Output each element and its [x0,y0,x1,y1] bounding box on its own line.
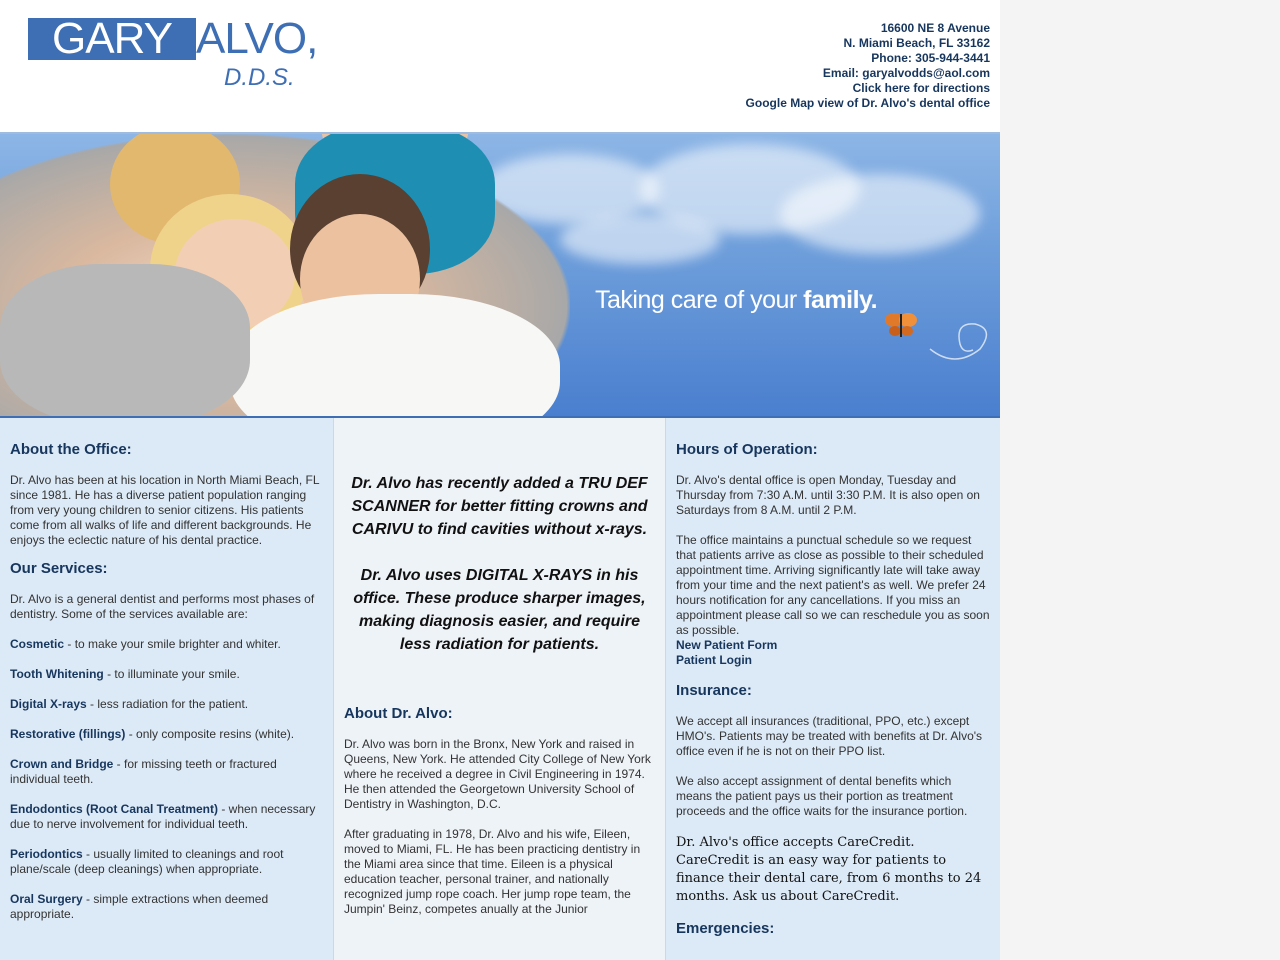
service-desc: - less radiation for the patient. [86,697,249,711]
address-line-1: 16600 NE 8 Avenue [880,21,990,35]
service-desc: - simple extractions when deemed appropriate. [10,892,269,921]
directions-link[interactable]: Click here for directions [852,81,990,95]
service-item [10,727,323,742]
google-map-link[interactable]: Google Map view of Dr. Alvo's dental office [745,96,990,110]
services-intro: Dr. Alvo is a general dentist and performs most phases of dentistry. Some of the services available are: [10,592,315,621]
tagline-bold: family. [803,286,878,314]
butterfly-icon [882,310,922,340]
service-name: Restorative (fillings) [10,727,126,741]
service-desc: - when necessary due to nerve involvement for individual teeth. [10,802,316,831]
service-item [10,667,323,682]
service-item [10,697,323,712]
service-desc: - for missing teeth or fractured individual teeth. [10,757,277,786]
left-column [0,418,333,960]
service-desc: - only composite resins (white). [125,727,295,741]
about-office-heading: About the Office: [10,441,132,458]
logo-dds: D.D.S. [224,64,295,91]
callout-xrays: Dr. Alvo uses DIGITAL X-RAYS in his office. These produce sharper images, making diagnosis easier, and require less radiation for patients. [353,567,646,653]
hero-banner [0,132,1000,418]
family-photo [0,134,570,418]
service-name: Crown and Bridge [10,757,114,771]
insurance-heading: Insurance: [676,682,752,699]
service-name: Digital X-rays [10,697,87,711]
address-line-2: N. Miami Beach, FL 33162 [843,36,990,50]
service-item [10,637,323,652]
service-name: Periodontics [10,847,83,861]
scanner-callout [344,472,655,656]
patient-login-link[interactable]: Patient Login [676,653,752,667]
swirl-icon [925,304,995,374]
phone: Phone: 305-944-3441 [871,51,990,65]
hero-tagline [595,286,877,315]
logo-gary: GARY [28,18,196,60]
service-name: Cosmetic [10,637,65,651]
email-link[interactable]: Email: garyalvodds@aol.com [822,66,990,80]
page-margin [1000,0,1280,960]
service-desc: - to illuminate your smile. [103,667,240,681]
insurance-p2: We also accept assignment of dental benefits which means the patient pays us their portion as treatment proceeds and the office waits for the insurance portion. [676,774,968,818]
service-name: Tooth Whitening [10,667,104,681]
right-column [666,418,1000,960]
contact-block [746,21,990,111]
cloud [560,214,720,264]
services-heading: Our Services: [10,560,108,577]
callout-scanner: Dr. Alvo has recently added a TRU DEF SCANNER for better fitting crowns and CARIVU to find cavities without x-rays. [351,475,648,538]
tagline-text: Taking care of your [595,286,804,314]
logo[interactable] [28,14,318,98]
service-name: Endodontics (Root Canal Treatment) [10,802,219,816]
about-office-text: Dr. Alvo has been at his location in North Miami Beach, FL since 1981. He has a diverse patient population ranging from very young children to senior citizens. His patients come from all walks of life and different backgrounds. He enjoys the eclectic nature of his dental practice. [10,473,320,547]
woman-sweater [0,264,250,418]
service-item [10,892,323,922]
middle-column [333,418,666,960]
logo-alvo: ALVO, [196,14,318,63]
hours-p2: The office maintains a punctual schedule so we request that patients arrive as close as possible to their scheduled appointment time. Arriving significantly late will take away from your time and the next patient's as well. We prefer 24 hours notification for any cancellations. If you miss an appointment please call so we can reschedule you as soon as possible. [676,533,990,637]
service-desc: - usually limited to cleanings and root plane/scale (deep cleanings) when appropriate. [10,847,284,876]
emergencies-heading: Emergencies: [676,920,775,937]
about-dr-p2: After graduating in 1978, Dr. Alvo and his wife, Eileen, moved to Miami, FL. He has been practicing dentistry in the Miami area since that time. Eileen is a physical education teacher, personal trainer, and nationally recognized jump rope coach. Her jump rope team, the Jumpin' Beinz, competes anually at the Junior [344,827,641,916]
carecredit-text: Dr. Alvo's office accepts CareCredit. CareCredit is an easy way for patients to finance their dental care, from 6 months to 24 months. Ask us about CareCredit. [676,835,982,904]
man-shirt [230,294,560,418]
about-dr-heading: About Dr. Alvo: [344,705,453,722]
cloud [780,174,980,254]
insurance-p1: We accept all insurances (traditional, PPO, etc.) except HMO's. Patients may be treated with benefits at Dr. Alvo's office even if he is not on their PPO list. [676,714,983,758]
hours-heading: Hours of Operation: [676,441,818,458]
service-desc: - to make your smile brighter and whiter. [64,637,281,651]
content-columns [0,418,1000,960]
header [0,0,1000,132]
service-name: Oral Surgery [10,892,83,906]
service-item [10,802,323,832]
hours-p1: Dr. Alvo's dental office is open Monday, Tuesday and Thursday from 7:30 A.M. until 3:30 P.M. It is also open on Saturdays from 8 A.M. until 2 P.M. [676,473,980,517]
service-item [10,847,323,877]
service-item [10,757,323,787]
new-patient-form-link[interactable]: New Patient Form [676,638,778,652]
about-dr-p1: Dr. Alvo was born in the Bronx, New York and raised in Queens, New York. He attended City College of New York where he received a degree in Civil Engineering in 1974. He then attended the Georgetown University School of Dentistry in Washington, D.C. [344,737,651,811]
